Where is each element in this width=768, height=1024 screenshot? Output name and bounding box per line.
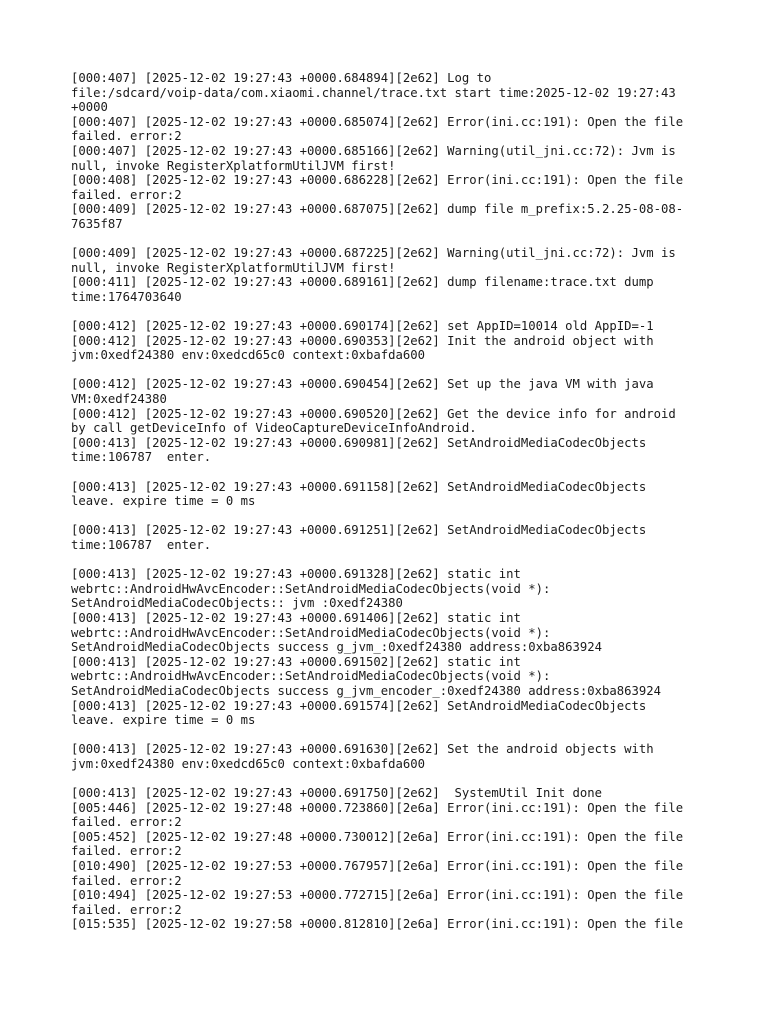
log-line: [005:446] [2025-12-02 19:27:48 +0000.723860][2e6a] Error(ini.cc:191): Open the file bbox=[71, 800, 684, 815]
log-line: failed. error:2 bbox=[71, 844, 182, 859]
log-line: time:106787 enter. bbox=[71, 450, 212, 465]
log-line: webrtc::AndroidHwAvcEncoder::SetAndroidMediaCodecObjects(void *): bbox=[71, 581, 551, 596]
log-line: [005:452] [2025-12-02 19:27:48 +0000.730012][2e6a] Error(ini.cc:191): Open the file bbox=[71, 829, 684, 844]
log-line: [010:494] [2025-12-02 19:27:53 +0000.772715][2e6a] Error(ini.cc:191): Open the file bbox=[71, 888, 684, 903]
log-line: time:1764703640 bbox=[71, 289, 182, 304]
log-line: SetAndroidMediaCodecObjects success g_jvm_:0xedf24380 address:0xba863924 bbox=[71, 640, 603, 655]
log-blank-line bbox=[71, 305, 751, 320]
log-line: [000:412] [2025-12-02 19:27:43 +0000.690353][2e62] Init the android object with bbox=[71, 333, 654, 348]
log-line: SetAndroidMediaCodecObjects success g_jvm_encoder_:0xedf24380 address:0xba863924 bbox=[71, 683, 662, 698]
log-line: file:/sdcard/voip-data/com.xiaomi.channel/trace.txt start time:2025-12-02 19:27:43 bbox=[71, 85, 676, 100]
log-blank-line bbox=[71, 363, 751, 378]
log-line: [000:413] [2025-12-02 19:27:43 +0000.691502][2e62] static int bbox=[71, 654, 521, 669]
log-line: time:106787 enter. bbox=[71, 538, 212, 552]
log-line: [000:413] [2025-12-02 19:27:43 +0000.691630][2e62] Set the android objects with bbox=[71, 742, 654, 757]
log-line: [000:412] [2025-12-02 19:27:43 +0000.690520][2e62] Get the device info for android bbox=[71, 406, 676, 421]
log-line: [000:408] [2025-12-02 19:27:43 +0000.686228][2e62] Error(ini.cc:191): Open the file bbox=[71, 173, 684, 188]
log-line: [000:413] [2025-12-02 19:27:43 +0000.691750][2e62] SystemUtil Init done bbox=[71, 786, 603, 801]
log-blank-line bbox=[71, 465, 751, 480]
log-line: +0000 bbox=[71, 100, 108, 115]
log-blank-line bbox=[71, 728, 751, 743]
log-line: [000:413] [2025-12-02 19:27:43 +0000.690981][2e62] SetAndroidMediaCodecObjects bbox=[71, 435, 647, 450]
log-line: [010:490] [2025-12-02 19:27:53 +0000.767957][2e6a] Error(ini.cc:191): Open the file bbox=[71, 859, 684, 874]
log-line: VM:0xedf24380 bbox=[71, 392, 167, 407]
log-blank-line bbox=[71, 772, 751, 787]
log-line: [000:413] [2025-12-02 19:27:43 +0000.691406][2e62] static int bbox=[71, 610, 521, 625]
log-line: [000:413] [2025-12-02 19:27:43 +0000.691251][2e62] SetAndroidMediaCodecObjects bbox=[71, 523, 647, 538]
log-line: [015:535] [2025-12-02 19:27:58 +0000.812810][2e6a] Error(ini.cc:191): Open the file bbox=[71, 917, 684, 932]
log-blank-line bbox=[71, 509, 751, 524]
log-line: failed. error:2 bbox=[71, 902, 182, 917]
log-line: [000:407] [2025-12-02 19:27:43 +0000.685166][2e62] Warning(util_jni.cc:72): Jvm is bbox=[71, 143, 676, 158]
log-line: failed. error:2 bbox=[71, 815, 182, 830]
log-line: [000:412] [2025-12-02 19:27:43 +0000.690454][2e62] Set up the java VM with java bbox=[71, 377, 654, 392]
log-text-view bbox=[71, 71, 751, 932]
log-line: jvm:0xedf24380 env:0xedcd65c0 context:0xbafda600 bbox=[71, 348, 426, 363]
log-line: failed. error:2 bbox=[71, 187, 182, 202]
log-line: SetAndroidMediaCodecObjects:: jvm :0xedf24380 bbox=[71, 596, 403, 611]
log-line: webrtc::AndroidHwAvcEncoder::SetAndroidMediaCodecObjects(void *): bbox=[71, 669, 551, 684]
log-line: by call getDeviceInfo of VideoCaptureDeviceInfoAndroid. bbox=[71, 421, 477, 436]
log-line: 7635f87 bbox=[71, 216, 123, 231]
log-line: [000:409] [2025-12-02 19:27:43 +0000.687075][2e62] dump file m_prefix:5.2.25-08-08- bbox=[71, 202, 684, 217]
log-blank-line bbox=[71, 232, 751, 247]
log-line: [000:411] [2025-12-02 19:27:43 +0000.689161][2e62] dump filename:trace.txt dump bbox=[71, 275, 654, 290]
log-line: [000:407] [2025-12-02 19:27:43 +0000.685074][2e62] Error(ini.cc:191): Open the file bbox=[71, 114, 684, 129]
log-line: [000:412] [2025-12-02 19:27:43 +0000.690174][2e62] set AppID=10014 old AppID=-1 bbox=[71, 319, 654, 334]
log-blank-line bbox=[71, 553, 751, 568]
log-line: failed. error:2 bbox=[71, 873, 182, 888]
log-line: [000:413] [2025-12-02 19:27:43 +0000.691574][2e62] SetAndroidMediaCodecObjects bbox=[71, 698, 647, 713]
log-line: [000:409] [2025-12-02 19:27:43 +0000.687225][2e62] Warning(util_jni.cc:72): Jvm is bbox=[71, 246, 676, 261]
log-line: [000:413] [2025-12-02 19:27:43 +0000.691158][2e62] SetAndroidMediaCodecObjects bbox=[71, 479, 647, 494]
log-line: failed. error:2 bbox=[71, 129, 182, 144]
log-line: [000:407] [2025-12-02 19:27:43 +0000.684894][2e62] Log to bbox=[71, 71, 492, 85]
log-line: null, invoke RegisterXplatformUtilJVM first! bbox=[71, 158, 396, 173]
log-line: leave. expire time = 0 ms bbox=[71, 494, 256, 509]
log-line: leave. expire time = 0 ms bbox=[71, 713, 256, 728]
log-line: null, invoke RegisterXplatformUtilJVM first! bbox=[71, 260, 396, 275]
log-line: [000:413] [2025-12-02 19:27:43 +0000.691328][2e62] static int bbox=[71, 567, 521, 582]
log-line: jvm:0xedf24380 env:0xedcd65c0 context:0xbafda600 bbox=[71, 756, 426, 771]
log-line: webrtc::AndroidHwAvcEncoder::SetAndroidMediaCodecObjects(void *): bbox=[71, 625, 551, 640]
